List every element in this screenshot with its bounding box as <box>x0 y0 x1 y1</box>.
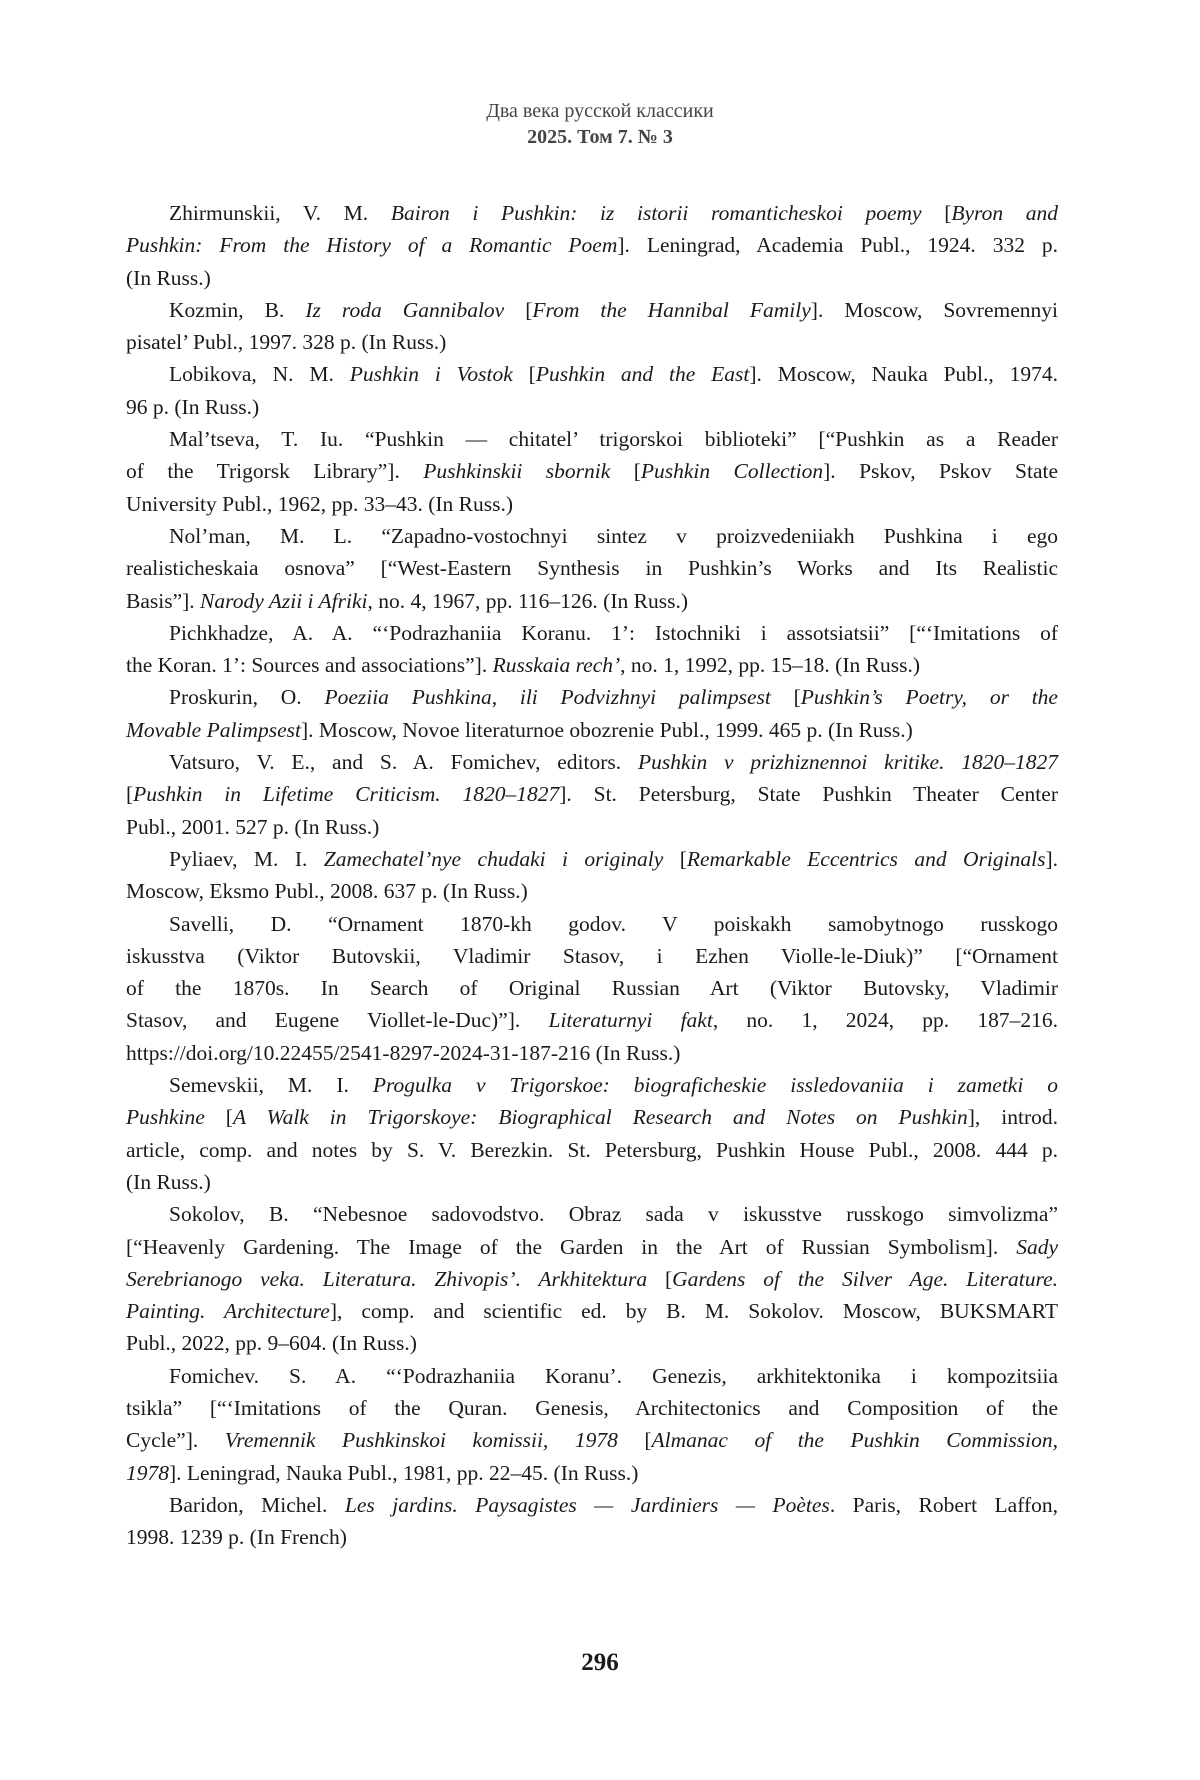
reference-text: Lobikova, N. M. <box>169 362 350 386</box>
reference-line <box>126 1327 1058 1359</box>
reference-text: ], introd. <box>968 1105 1058 1129</box>
reference-entry <box>126 1489 1058 1554</box>
reference-text: iskusstva (Viktor Butovskii, Vladimir Stasov, i Ezhen Violle-le-Diuk)” [“Ornament <box>126 944 1058 968</box>
reference-line <box>126 1295 1058 1327</box>
italic-title-text: Movable Palimpsest <box>126 718 301 742</box>
reference-text: [ <box>663 847 687 871</box>
italic-title-text: Pushkin in Lifetime Criticism. 1820–1827 <box>133 782 559 806</box>
reference-line <box>126 1457 1058 1489</box>
reference-line <box>126 455 1058 487</box>
reference-line <box>126 1521 1058 1553</box>
reference-text: Stasov, and Eugene Viollet-le-Duc)”]. <box>126 1008 548 1032</box>
reference-text: [ <box>771 685 801 709</box>
italic-title-text: Narody Azii i Afriki <box>200 589 367 613</box>
italic-title-text: Remarkable Eccentrics and Originals <box>687 847 1046 871</box>
reference-text: ]. Pskov, Pskov State <box>823 459 1058 483</box>
italic-title-text: Gardens of the Silver Age. Literature. <box>672 1267 1058 1291</box>
reference-line <box>126 908 1058 940</box>
reference-line <box>126 229 1058 261</box>
reference-line <box>126 1134 1058 1166</box>
reference-line <box>126 391 1058 423</box>
reference-text: [“Heavenly Gardening. The Image of the Garden in the Art of Russian Symbolism]. <box>126 1235 1016 1259</box>
reference-text: Cycle”]. <box>126 1428 225 1452</box>
reference-entry <box>126 358 1058 423</box>
italic-title-text: Iz roda Gannibalov <box>305 298 504 322</box>
reference-text: , no. 1, 2024, pp. 187–216. <box>713 1008 1058 1032</box>
reference-text: [ <box>504 298 532 322</box>
reference-text: ], comp. and scientific ed. by B. M. Sokolov. Moscow, BUKSMART <box>330 1299 1058 1323</box>
reference-text: 96 p. (In Russ.) <box>126 395 259 419</box>
italic-title-text: Pushkin Collection <box>641 459 823 483</box>
reference-text: Kozmin, B. <box>169 298 305 322</box>
reference-text: ]. <box>1045 847 1058 871</box>
reference-line <box>126 488 1058 520</box>
reference-line <box>126 1166 1058 1198</box>
issue-info: 2025. Том 7. № 3 <box>0 124 1200 150</box>
reference-text: [ <box>205 1105 233 1129</box>
reference-line <box>126 1489 1058 1521</box>
reference-line <box>126 811 1058 843</box>
reference-line <box>126 714 1058 746</box>
reference-entry <box>126 746 1058 843</box>
reference-text: [ <box>922 201 952 225</box>
italic-title-text: Serebrianogo veka. Literatura. Zhivopis’. Arkhitektura <box>126 1267 647 1291</box>
italic-title-text: Pushkine <box>126 1105 205 1129</box>
italic-title-text: A Walk in Trigorskoye: Biographical Research and Notes on Pushkin <box>233 1105 968 1129</box>
reference-text: , no. 1, 1992, pp. 15–18. (In Russ.) <box>620 653 920 677</box>
reference-line <box>126 294 1058 326</box>
reference-text: 1998. 1239 p. (In French) <box>126 1525 347 1549</box>
reference-text: Publ., 2001. 527 p. (In Russ.) <box>126 815 379 839</box>
reference-entry <box>126 1360 1058 1489</box>
reference-text: ]. St. Petersburg, State Pushkin Theater Center <box>559 782 1058 806</box>
reference-line <box>126 520 1058 552</box>
italic-title-text: Literaturnyi fakt <box>548 1008 712 1032</box>
reference-text: the Koran. 1’: Sources and associations”]. <box>126 653 493 677</box>
italic-title-text: Pushkin i Vostok <box>350 362 513 386</box>
page-number: 296 <box>0 1648 1200 1678</box>
italic-title-text: Pushkin and the East <box>536 362 750 386</box>
italic-title-text: Russkaia rech’ <box>493 653 621 677</box>
italic-title-text: Pushkinskii sbornik <box>423 459 610 483</box>
reference-line <box>126 649 1058 681</box>
italic-title-text: Almanac of the Pushkin Commission, <box>652 1428 1058 1452</box>
reference-text: Nol’man, M. L. “Zapadno-vostochnyi sintez v proizvedeniiakh Pushkina i ego <box>169 524 1058 548</box>
italic-title-text: Byron and <box>951 201 1058 225</box>
reference-line <box>126 1004 1058 1036</box>
reference-text: tsikla” [“‘Imitations of the Quran. Genesis, Architectonics and Composition of the <box>126 1396 1058 1420</box>
reference-line <box>126 1424 1058 1456</box>
reference-text: [ <box>513 362 536 386</box>
italic-title-text: Les jardins. Paysagistes — Jardiniers — Poètes <box>345 1493 830 1517</box>
reference-text: Proskurin, O. <box>169 685 324 709</box>
reference-entry <box>126 681 1058 746</box>
reference-entry <box>126 908 1058 1069</box>
reference-line <box>126 358 1058 390</box>
italic-title-text: Painting. Architecture <box>126 1299 330 1323</box>
reference-line <box>126 1069 1058 1101</box>
reference-entry <box>126 294 1058 359</box>
reference-line <box>126 843 1058 875</box>
references-list <box>126 197 1058 1553</box>
reference-text: Mal’tseva, T. Iu. “Pushkin — chitatel’ trigorskoi biblioteki” [“Pushkin as a Reader <box>169 427 1058 451</box>
reference-text: https://doi.org/10.22455/2541-8297-2024-31-187-216 (In Russ.) <box>126 1041 680 1065</box>
reference-line <box>126 875 1058 907</box>
reference-text: ]. Leningrad, Nauka Publ., 1981, pp. 22–45. (In Russ.) <box>169 1461 638 1485</box>
reference-text: ]. Moscow, Sovremennyi <box>811 298 1058 322</box>
italic-title-text: Pushkin’s Poetry, or the <box>801 685 1058 709</box>
reference-text: [ <box>610 459 641 483</box>
reference-entry <box>126 1069 1058 1198</box>
reference-text: of the Trigorsk Library”]. <box>126 459 423 483</box>
reference-entry <box>126 520 1058 617</box>
italic-title-text: Pushkin: From the History of a Romantic Poem <box>126 233 617 257</box>
reference-entry <box>126 617 1058 682</box>
italic-title-text: Zamechatel’nye chudaki i originaly <box>324 847 663 871</box>
reference-line <box>126 972 1058 1004</box>
reference-text: Vatsuro, V. E., and S. A. Fomichev, editors. <box>169 750 638 774</box>
reference-text: Moscow, Eksmo Publ., 2008. 637 p. (In Russ.) <box>126 879 528 903</box>
italic-title-text: Progulka v Trigorskoe: biograficheskie issledovaniia i zametki o <box>373 1073 1058 1097</box>
reference-line <box>126 681 1058 713</box>
reference-text: realisticheskaia osnova” [“West-Eastern Synthesis in Pushkin’s Works and Its Realistic <box>126 556 1058 580</box>
reference-line <box>126 746 1058 778</box>
reference-text: (In Russ.) <box>126 266 211 290</box>
journal-title: Два века русской классики <box>0 98 1200 124</box>
reference-entry <box>126 1198 1058 1359</box>
reference-entry <box>126 843 1058 908</box>
reference-text: [ <box>647 1267 672 1291</box>
italic-title-text: Vremennik Pushkinskoi komissii, 1978 <box>225 1428 618 1452</box>
reference-text: article, comp. and notes by S. V. Berezkin. St. Petersburg, Pushkin House Publ., 2008. 444 p. <box>126 1138 1058 1162</box>
reference-text: ]. Leningrad, Academia Publ., 1924. 332 p. <box>617 233 1058 257</box>
reference-line <box>126 940 1058 972</box>
reference-line <box>126 1231 1058 1263</box>
reference-text: , no. 4, 1967, pp. 116–126. (In Russ.) <box>367 589 688 613</box>
reference-line <box>126 1198 1058 1230</box>
reference-text: (In Russ.) <box>126 1170 211 1194</box>
italic-title-text: 1978 <box>126 1461 169 1485</box>
reference-text: Sokolov, B. “Nebesnoe sadovodstvo. Obraz sada v iskusstve russkogo simvolizma” <box>169 1202 1058 1226</box>
running-header <box>0 98 1200 150</box>
italic-title-text: Pushkin v prizhiznennoi kritike. 1820–1827 <box>638 750 1058 774</box>
reference-line <box>126 552 1058 584</box>
reference-text: [ <box>126 782 133 806</box>
reference-line <box>126 585 1058 617</box>
italic-title-text: Bairon i Pushkin: iz istorii romanticheskoi poemy <box>391 201 922 225</box>
reference-text: Pyliaev, M. I. <box>169 847 324 871</box>
reference-text: Zhirmunskii, V. M. <box>169 201 391 225</box>
reference-line <box>126 1263 1058 1295</box>
reference-line <box>126 326 1058 358</box>
reference-text: ]. Moscow, Novoe literaturnoe obozrenie Publ., 1999. 465 p. (In Russ.) <box>301 718 913 742</box>
reference-text: University Publ., 1962, pp. 33–43. (In Russ.) <box>126 492 513 516</box>
reference-line <box>126 778 1058 810</box>
reference-line <box>126 1392 1058 1424</box>
reference-entry <box>126 423 1058 520</box>
reference-text: [ <box>618 1428 652 1452</box>
reference-text: Basis”]. <box>126 589 200 613</box>
reference-text: Savelli, D. “Ornament 1870-kh godov. V poiskakh samobytnogo russkogo <box>169 912 1058 936</box>
reference-text: Semevskii, M. I. <box>169 1073 373 1097</box>
italic-title-text: Sady <box>1016 1235 1058 1259</box>
reference-line <box>126 1360 1058 1392</box>
reference-line <box>126 1037 1058 1069</box>
reference-text: Fomichev. S. A. “‘Podrazhaniia Koranu’. Genezis, arkhitektonika i kompozitsiia <box>169 1364 1058 1388</box>
reference-text: ]. Moscow, Nauka Publ., 1974. <box>749 362 1058 386</box>
reference-text: Pichkhadze, A. A. “‘Podrazhaniia Koranu. 1’: Istochniki i assotsiatsii” [“‘Imitations of <box>169 621 1058 645</box>
reference-line <box>126 1101 1058 1133</box>
reference-line <box>126 617 1058 649</box>
reference-text: . Paris, Robert Laffon, <box>830 1493 1058 1517</box>
reference-line <box>126 262 1058 294</box>
reference-text: pisatel’ Publ., 1997. 328 p. (In Russ.) <box>126 330 446 354</box>
reference-text: of the 1870s. In Search of Original Russian Art (Viktor Butovsky, Vladimir <box>126 976 1058 1000</box>
reference-entry <box>126 197 1058 294</box>
reference-line <box>126 197 1058 229</box>
italic-title-text: Poeziia Pushkina, ili Podvizhnyi palimpsest <box>324 685 770 709</box>
italic-title-text: From the Hannibal Family <box>532 298 810 322</box>
reference-text: Baridon, Michel. <box>169 1493 345 1517</box>
reference-line <box>126 423 1058 455</box>
reference-text: Publ., 2022, pp. 9–604. (In Russ.) <box>126 1331 417 1355</box>
